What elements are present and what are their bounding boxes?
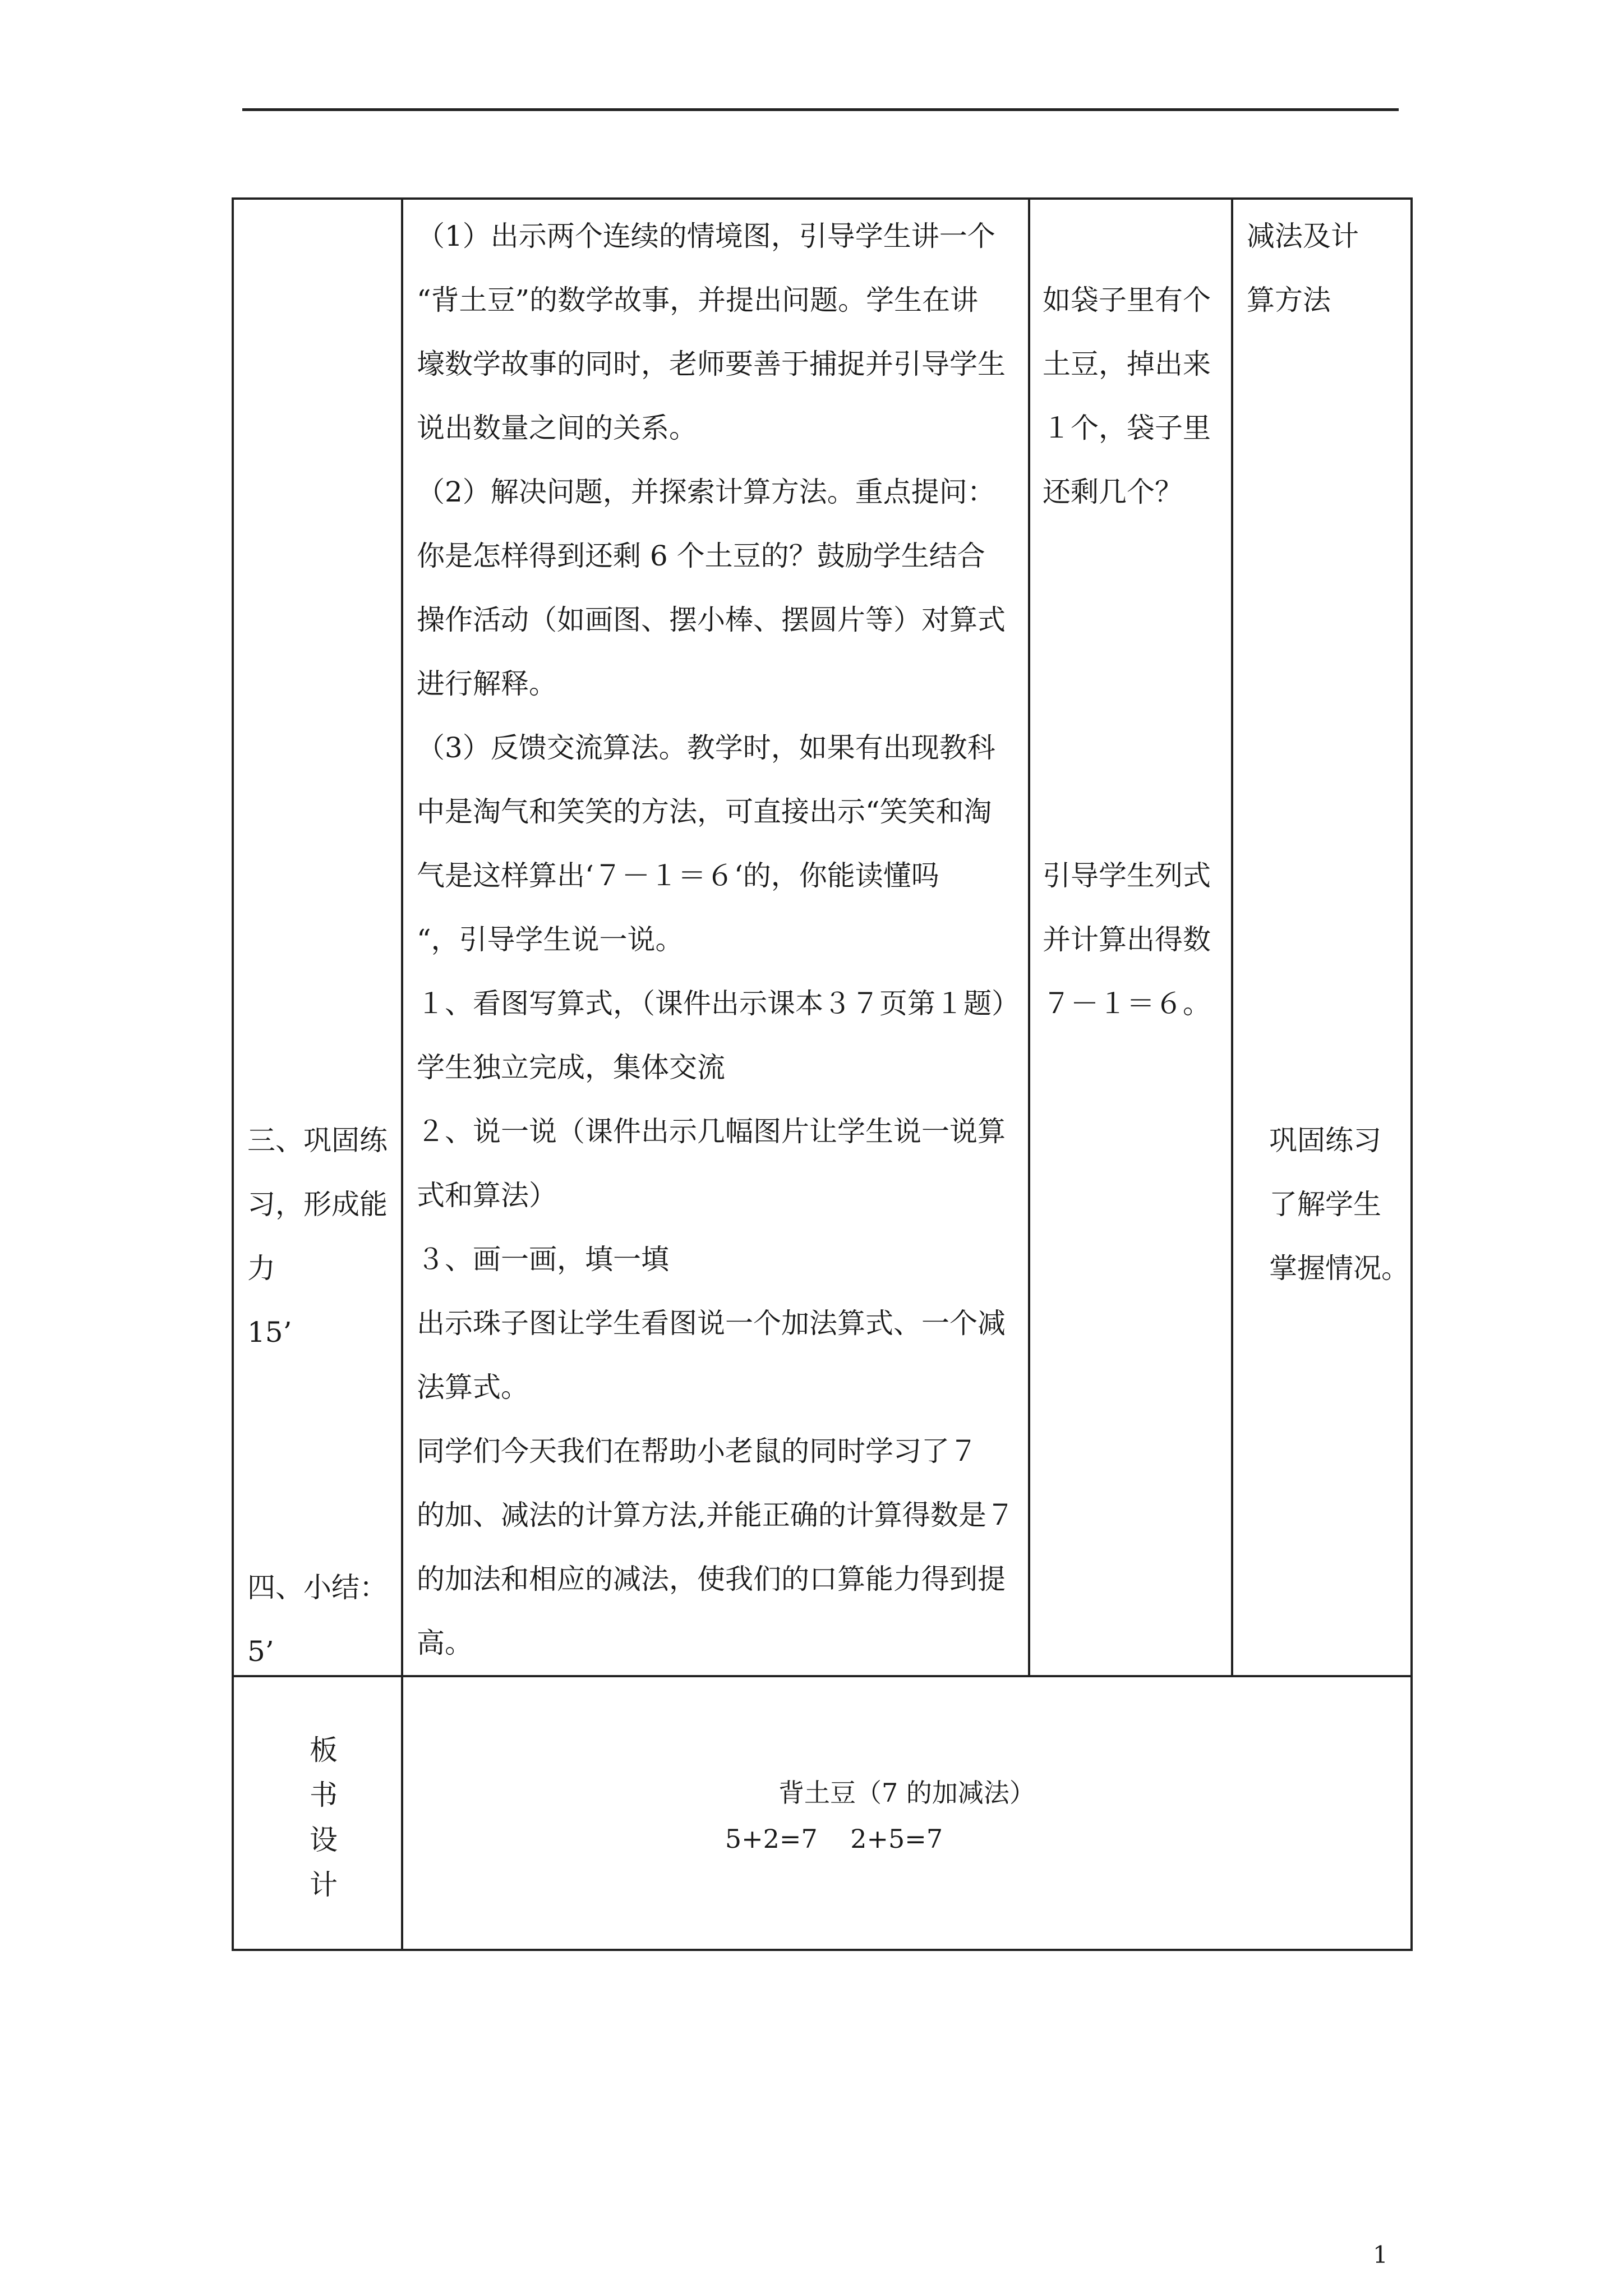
student-activity-cell	[1029, 199, 1232, 1676]
content-line: 高。	[417, 1627, 473, 1659]
student-activity-line: 引导学生列式	[1043, 859, 1211, 892]
board-label-char: 书	[310, 1779, 338, 1811]
student-activity-line: 土豆，掉出来	[1043, 348, 1211, 380]
content-line: （2）解决问题，并探索计算方法。重点提问：	[417, 476, 995, 508]
content-line: 气是这样算出‘７－１＝６‘的，你能读懂吗	[417, 859, 939, 892]
teaching-content-text	[417, 204, 1020, 1675]
board-label-cell	[233, 1676, 402, 1950]
header-rule	[242, 108, 1399, 111]
design-intent-cell	[1232, 199, 1412, 1676]
content-line: 学生独立完成，集体交流	[417, 1051, 725, 1084]
stage3-time: 15’	[247, 1316, 292, 1349]
lesson-plan-table	[232, 197, 1413, 1951]
content-line: “，引导学生说一说。	[417, 923, 684, 956]
content-line: （1）出示两个连续的情境图，引导学生讲一个	[417, 220, 995, 252]
content-line: 式和算法）	[417, 1179, 557, 1212]
board-label-char: 计	[310, 1869, 338, 1901]
design-intent-line: 了解学生	[1269, 1188, 1381, 1221]
design-intent-line: 巩固练习	[1269, 1124, 1381, 1157]
stage4-label	[247, 1556, 388, 1683]
student-activity-line: 如袋子里有个	[1043, 284, 1211, 316]
stage-column-cell	[233, 199, 402, 1676]
content-line: 法算式。	[417, 1371, 529, 1404]
stage4-time: 5’	[247, 1635, 274, 1668]
design-intent-line: 掌握情况。	[1269, 1252, 1409, 1285]
student-activity-line: 还剩几个？	[1043, 476, 1183, 508]
board-title: 背土豆（7 的加减法）	[778, 1778, 1035, 1808]
content-line: “背土豆”的数学故事，并提出问题。学生在讲	[417, 284, 979, 316]
design-intent-block-a	[1247, 204, 1359, 332]
student-activity-line: １个，袋子里	[1043, 412, 1211, 444]
content-line: 操作活动（如画图、摆小棒、摆圆片等）对算式	[417, 604, 1006, 636]
content-line: 同学们今天我们在帮助小老鼠的同时学习了７	[417, 1435, 978, 1467]
stage3-title-line3: 力	[247, 1252, 275, 1285]
content-line: 出示珠子图让学生看图说一个加法算式、一个减	[417, 1307, 1006, 1340]
content-line: 壕数学故事的同时，老师要善于捕捉并引导学生	[417, 348, 1006, 380]
content-line: ３、画一画，填一填	[417, 1243, 669, 1276]
board-content-cell	[402, 1676, 1412, 1950]
board-formula: 5+2=7 2+5=7	[725, 1824, 943, 1854]
stage3-title-line1: 三、巩固练	[247, 1124, 388, 1157]
teaching-content-cell	[402, 199, 1029, 1676]
content-line: 说出数量之间的关系。	[417, 412, 697, 444]
student-activity-block-a	[1043, 268, 1211, 524]
board-label-char: 板	[310, 1734, 338, 1766]
board-label-char: 设	[310, 1824, 338, 1856]
content-line: ２、说一说（课件出示几幅图片让学生说一说算	[417, 1115, 1006, 1148]
student-activity-block-b	[1043, 844, 1211, 1036]
design-intent-block-b	[1269, 1108, 1409, 1300]
student-activity-line: 并计算出得数	[1043, 923, 1211, 956]
content-line: 的加、减法的计算方法,并能正确的计算得数是７	[417, 1499, 1015, 1531]
page-number: 1	[1373, 2241, 1388, 2269]
design-intent-line: 算方法	[1247, 284, 1331, 316]
stage4-title: 四、小结：	[247, 1571, 388, 1604]
content-line: １、看图写算式，（课件出示课本３７页第１题）	[417, 987, 1020, 1020]
design-intent-line: 减法及计	[1247, 220, 1359, 252]
content-line: （3）反馈交流算法。教学时，如果有出现教科	[417, 731, 995, 764]
content-line: 你是怎样得到还剩 6 个土豆的？鼓励学生结合	[417, 540, 985, 572]
stage3-title-line2: 习，形成能	[247, 1188, 388, 1221]
content-line: 中是淘气和笑笑的方法，可直接出示“笑笑和淘	[417, 795, 992, 828]
board-content	[403, 1770, 1410, 1862]
content-line: 进行解释。	[417, 668, 557, 700]
content-line: 的加法和相应的减法，使我们的口算能力得到提	[417, 1563, 1006, 1595]
stage3-label	[247, 1108, 388, 1364]
student-activity-line: ７－１＝６。	[1043, 987, 1211, 1020]
